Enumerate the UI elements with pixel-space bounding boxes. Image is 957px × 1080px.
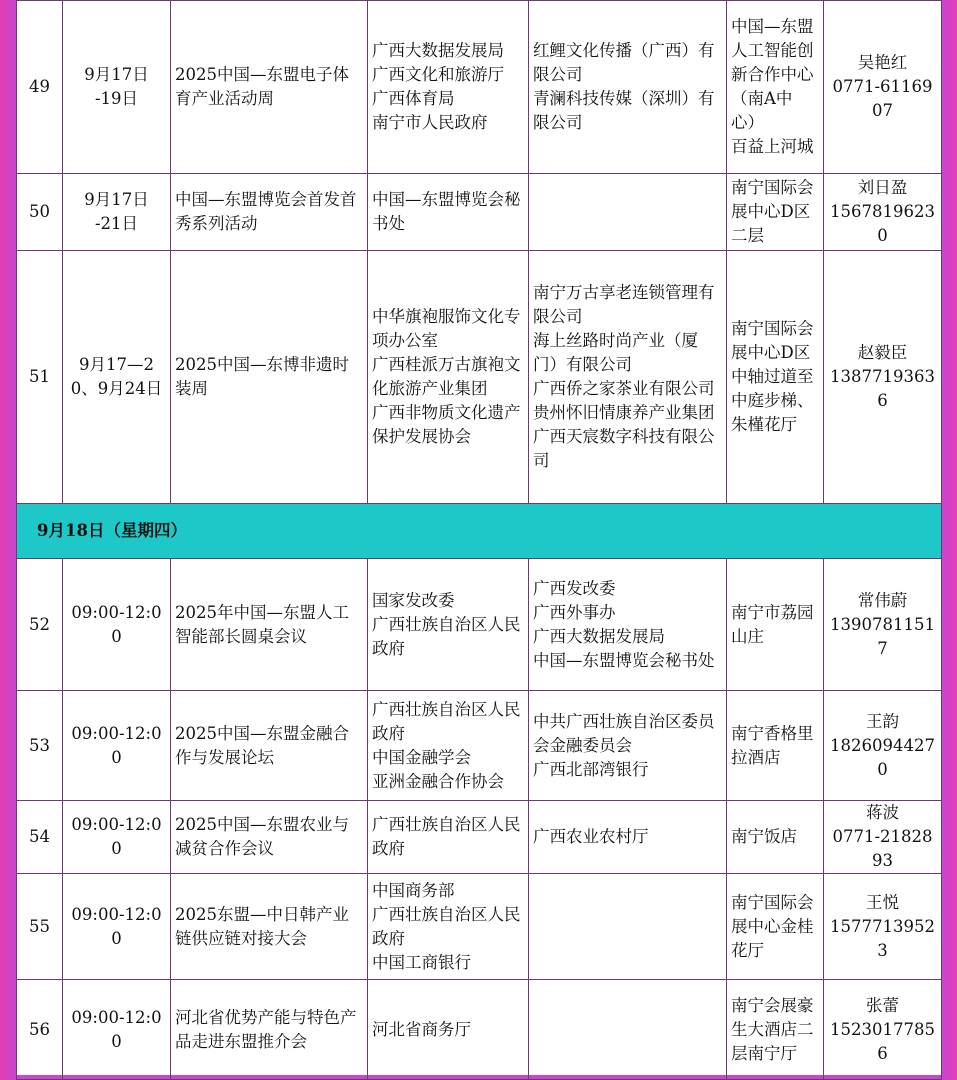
table-row: [17, 251, 942, 504]
row-number-cell: 52: [17, 559, 63, 691]
event-name-cell: 2025东盟—中日韩产业链供应链对接大会: [171, 874, 368, 980]
venue-cell: 南宁市荔园山庄: [727, 559, 824, 691]
event-time-cell: 09:00-12:00: [63, 559, 171, 691]
organizer-cell: 广西壮族自治区人民政府 中国金融学会 亚洲金融合作协会: [368, 691, 529, 801]
row-number-cell: 53: [17, 691, 63, 801]
venue-cell: 南宁香格里拉酒店: [727, 691, 824, 801]
co-organizer-cell: 中共广西壮族自治区委员会金融委员会 广西北部湾银行: [529, 691, 727, 801]
event-time-cell: 9月17日 -19日: [63, 1, 171, 174]
venue-cell: 南宁国际会展中心D区二层: [727, 174, 824, 251]
organizer-cell: 广西壮族自治区人民政府: [368, 801, 529, 874]
co-organizer-cell: 南宁万古享老连锁管理有限公司 海上丝路时尚产业（厦门）有限公司 广西侨之家茶业有限公司 贵州怀旧情康养产业集团 广西天宸数字科技有限公司: [529, 251, 727, 504]
venue-cell: 中国—东盟人工智能创新合作中心（南A中心） 百益上河城: [727, 1, 824, 174]
contact-cell: 常伟蔚 13907811517: [824, 559, 942, 691]
schedule-sheet: [16, 0, 941, 1075]
event-name-cell: 河北省优势产能与特色产品走进东盟推介会: [171, 980, 368, 1080]
venue-cell: 南宁会展豪生大酒店二层南宁厅: [727, 980, 824, 1080]
co-organizer-cell: 红鲤文化传播（广西）有限公司 青澜科技传媒（深圳）有限公司: [529, 1, 727, 174]
contact-cell: 王韵 18260944270: [824, 691, 942, 801]
co-organizer-cell: 广西发改委 广西外事办 广西大数据发展局 中国—东盟博览会秘书处: [529, 559, 727, 691]
table-row: [17, 691, 942, 801]
co-organizer-cell: [529, 874, 727, 980]
co-organizer-cell: [529, 980, 727, 1080]
event-time-cell: 09:00-12:00: [63, 801, 171, 874]
event-name-cell: 2025中国—东博非遗时装周: [171, 251, 368, 504]
event-name-cell: 2025中国—东盟金融合作与发展论坛: [171, 691, 368, 801]
date-header: 9月18日（星期四）: [17, 504, 942, 559]
contact-cell: 王悦 15777139523: [824, 874, 942, 980]
table-row: [17, 174, 942, 251]
contact-cell: 刘日盈 15678196230: [824, 174, 942, 251]
venue-cell: 南宁国际会展中心金桂花厅: [727, 874, 824, 980]
row-number-cell: 50: [17, 174, 63, 251]
organizer-cell: 河北省商务厅: [368, 980, 529, 1080]
event-time-cell: 09:00-12:00: [63, 874, 171, 980]
organizer-cell: 中国商务部 广西壮族自治区人民政府 中国工商银行: [368, 874, 529, 980]
table-row: [17, 801, 942, 874]
contact-cell: 张蕾 15230177856: [824, 980, 942, 1080]
event-name-cell: 中国—东盟博览会首发首秀系列活动: [171, 174, 368, 251]
contact-cell: 蒋波 0771-2182893: [824, 801, 942, 874]
row-number-cell: 55: [17, 874, 63, 980]
event-time-cell: 9月17—20、9月24日: [63, 251, 171, 504]
event-time-cell: 9月17日 -21日: [63, 174, 171, 251]
event-schedule-table: [16, 0, 942, 1080]
event-time-cell: 09:00-12:00: [63, 691, 171, 801]
co-organizer-cell: 广西农业农村厅: [529, 801, 727, 874]
co-organizer-cell: [529, 174, 727, 251]
contact-cell: 吴艳红 0771-6116907: [824, 1, 942, 174]
row-number-cell: 54: [17, 801, 63, 874]
event-name-cell: 2025年中国—东盟人工智能部长圆桌会议: [171, 559, 368, 691]
event-name-cell: 2025中国—东盟电子体育产业活动周: [171, 1, 368, 174]
organizer-cell: 中国—东盟博览会秘书处: [368, 174, 529, 251]
organizer-cell: 广西大数据发展局 广西文化和旅游厅 广西体育局 南宁市人民政府: [368, 1, 529, 174]
venue-cell: 南宁饭店: [727, 801, 824, 874]
event-name-cell: 2025中国—东盟农业与减贫合作会议: [171, 801, 368, 874]
row-number-cell: 56: [17, 980, 63, 1080]
row-number-cell: 51: [17, 251, 63, 504]
table-row: [17, 1, 942, 174]
organizer-cell: 国家发改委 广西壮族自治区人民政府: [368, 559, 529, 691]
contact-cell: 赵毅臣 13877193636: [824, 251, 942, 504]
organizer-cell: 中华旗袍服饰文化专项办公室 广西桂派万古旗袍文化旅游产业集团 广西非物质文化遗产保护发展协会: [368, 251, 529, 504]
venue-cell: 南宁国际会展中心D区中轴过道至中庭步梯、朱槿花厅: [727, 251, 824, 504]
row-number-cell: 49: [17, 1, 63, 174]
date-header-row: [17, 504, 942, 559]
event-time-cell: 09:00-12:00: [63, 980, 171, 1080]
table-row: [17, 559, 942, 691]
table-row: [17, 874, 942, 980]
table-row: [17, 980, 942, 1080]
